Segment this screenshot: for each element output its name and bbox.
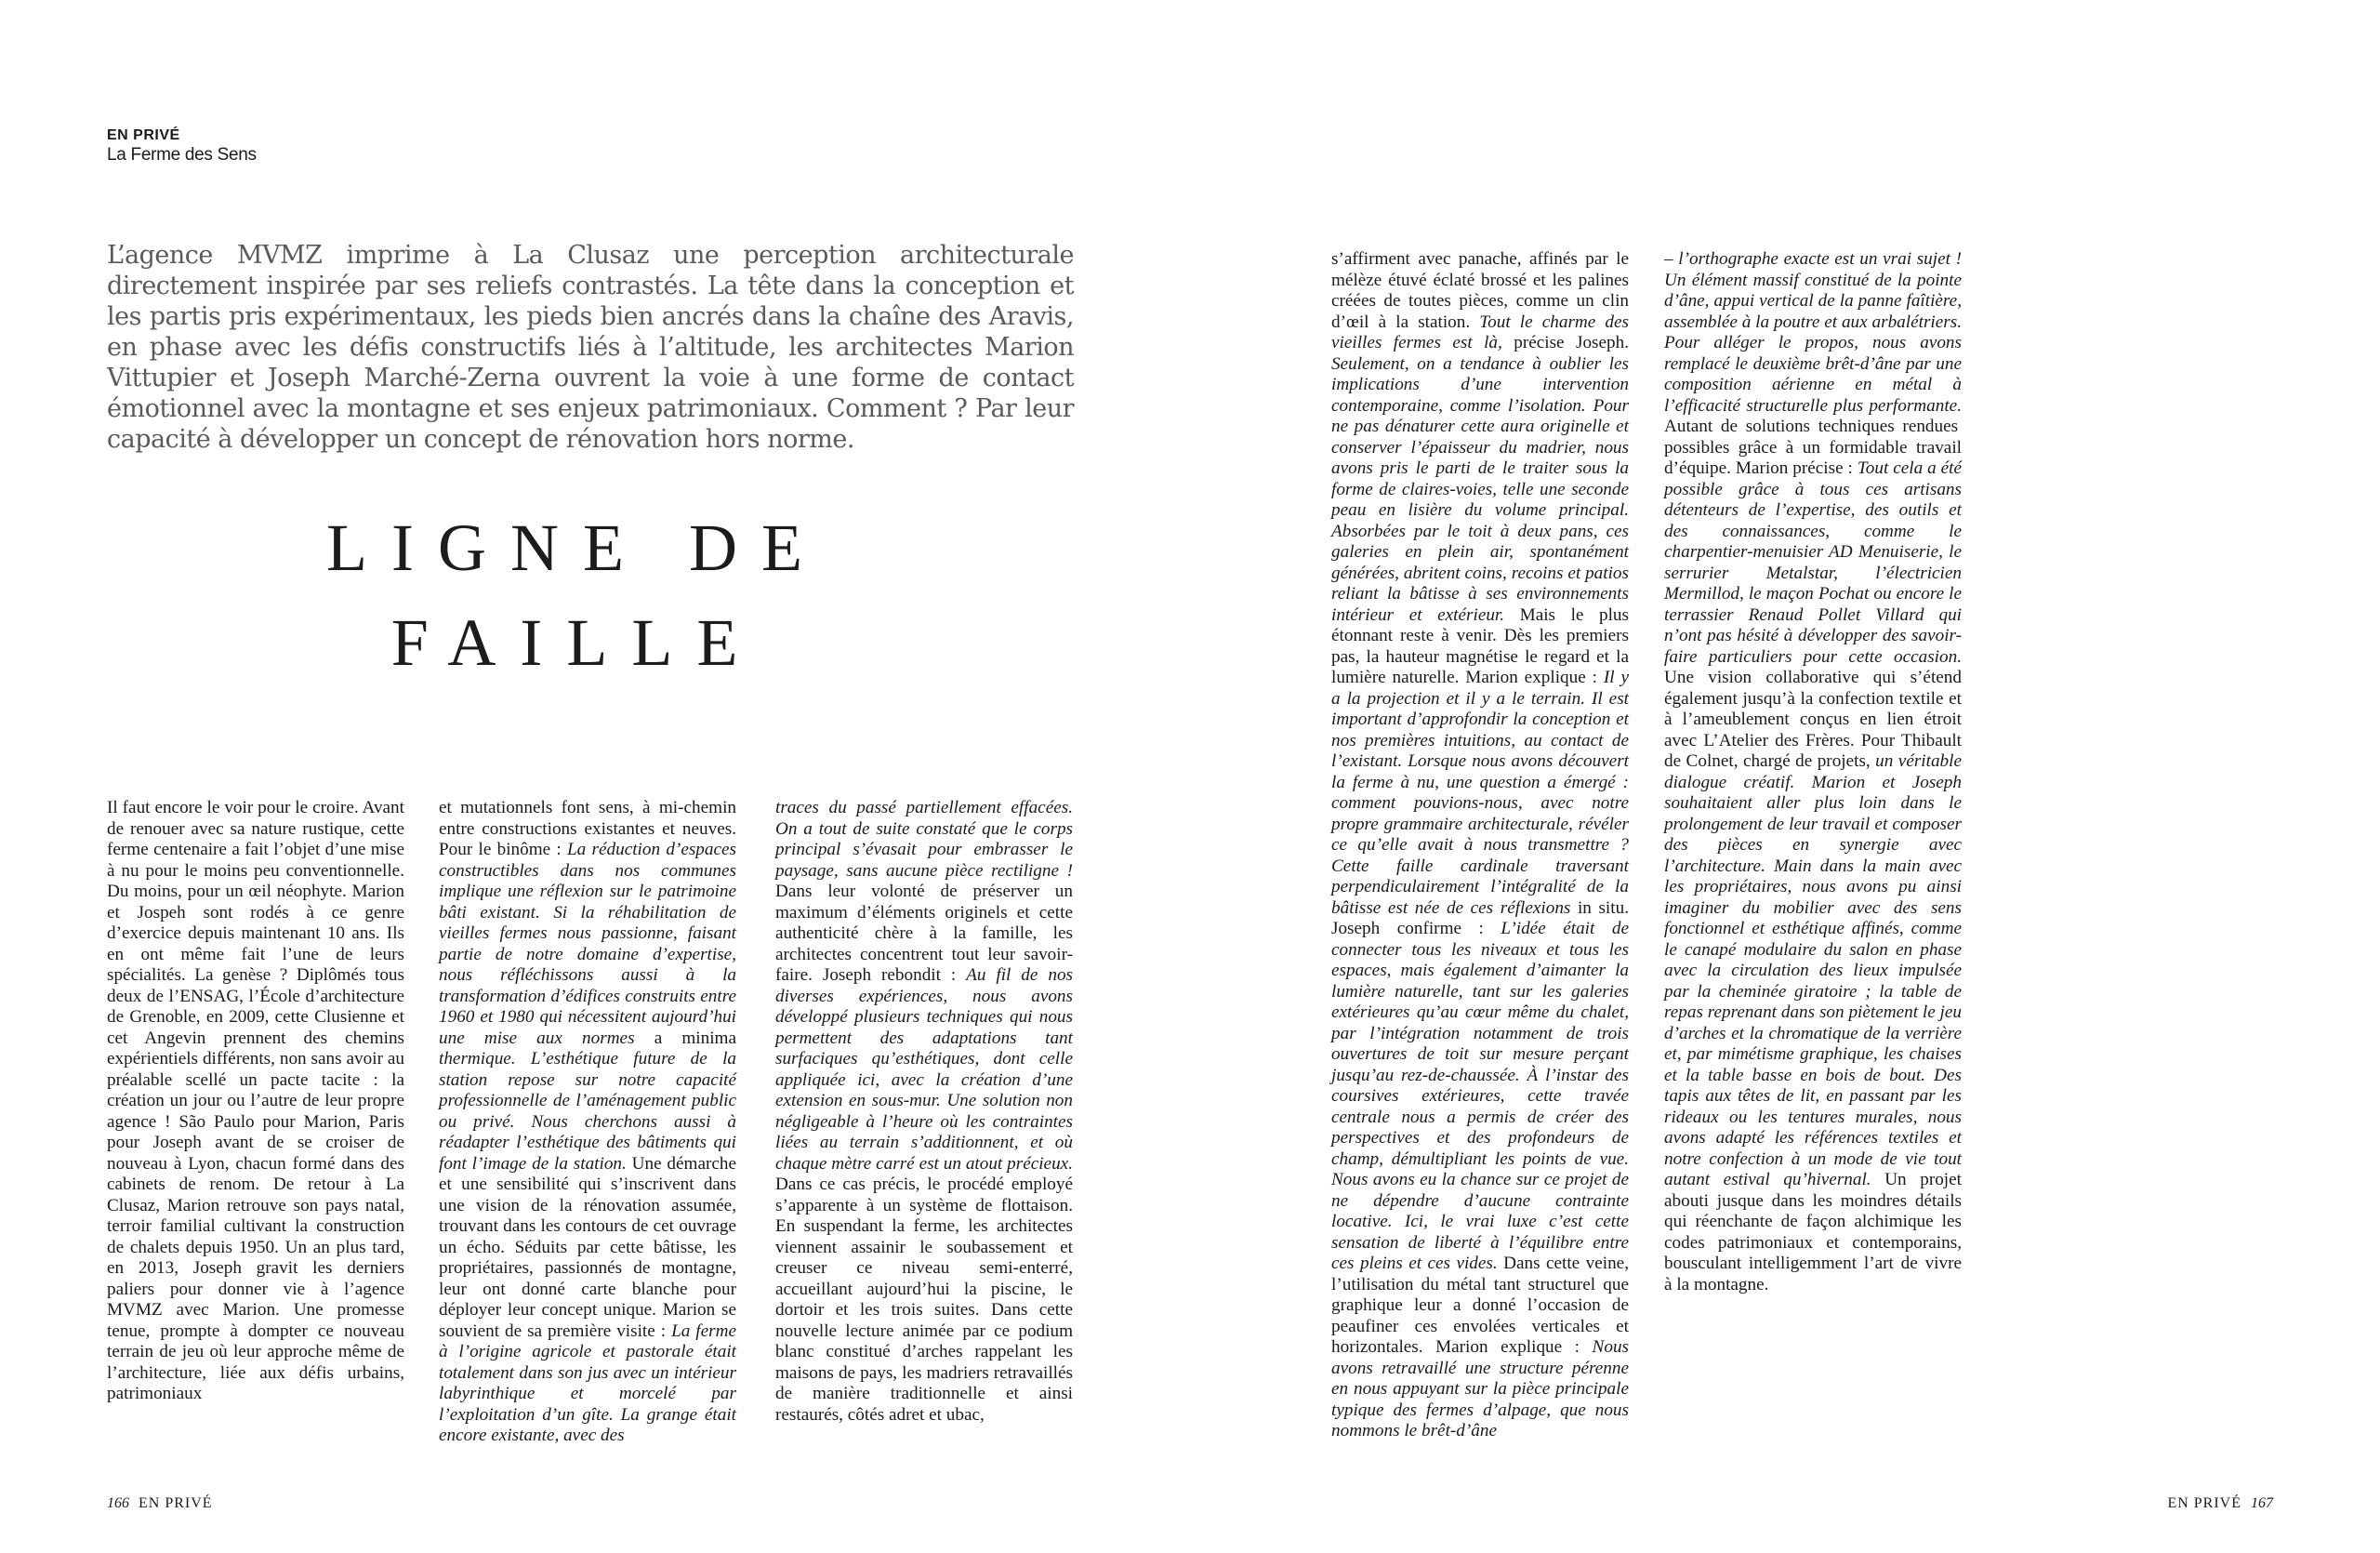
- italic-quote-run: Au fil de nos diverses expériences, nous avons développé plusieurs techniques qui nous permettent des adaptations tant surfaciques qu’esthétiques, dont celle appliquée ici, avec la création d’une extension en sous-mur. Une solution non négligeable à l’heure où les contraintes liées au terrain s’additionnent, et où chaque mètre carré est un atout précieux.: [775, 965, 1074, 1174]
- lead-paragraph: L’agence MVMZ imprime à La Clusaz une perception architecturale directement inspirée par ses reliefs contrastés. La tête dans la conception et les partis pris expérimentaux, les pieds bien ancrés dans la chaîne des Aravis, en phase avec les défis constructifs liés à l’altitude, les architectes Marion Vittupier et Joseph Marché-Zerna ouvrent la voie à une forme de contact émotionnel avec la montagne et ses enjeux patrimoniaux. Comment ? Par leur capacité à développer un concept de rénovation hors norme.: [107, 241, 1074, 454]
- italic-quote-run: – l’orthographe exacte est un vrai sujet ! Un élément massif constitué de la pointe d’âne, appui vertical de la panne faîtière, assemblée à la poutre et aux arbalétriers. Pour alléger le propos, nous avons remplacé le deuxième brêt-d’âne par une composition aérienne en métal à l’efficacité structurelle plus performante.: [1664, 249, 1962, 416]
- body-column-4: [1331, 249, 1629, 1442]
- text-run: Une vision collaborative qui s’étend également jusqu’à la confection textile et à l’ameublement conçus en lien étroit avec L’Atelier des Frères. Pour Thibault de Colnet, chargé de projets,: [1664, 668, 1962, 771]
- folio-label-left: EN PRIVÉ: [139, 1495, 213, 1511]
- text-run: in situ. Joseph confirme :: [1331, 897, 1629, 938]
- text-run: Dans ce cas précis, le procédé employé s’apparente à un système de flottaison. En suspendant la ferme, les architectes viennent assainir le soubassement et creuser ce niveau semi-enterré, accueillant aujourd’hui la piscine, le dortoir et les trois suites. Dans cette nouvelle lecture animée par ce podium blanc constitué d’arches rappelant les maisons de pays, les madriers retravaillés de manière traditionnelle et ainsi restaurés, côtés adret et ubac,: [775, 1175, 1073, 1425]
- italic-quote-run: Tout cela a été possible grâce à tous ces artisans détenteurs de l’expertise, des outils et des connaissances, comme le charpentier-menuisier AD Menuiserie, le serrurier Metalstar, l’électricien Mermillod, le maçon Pochat ou encore le terrassier Renaud Pollet Villard qui n’ont pas hésité à développer des savoir-faire particuliers pour cette occasion.: [1664, 458, 1963, 667]
- italic-quote-run: Tout le charme des vieilles fermes est là,: [1331, 312, 1629, 352]
- text-run: précise Joseph.: [1501, 333, 1629, 352]
- text-run: Mais le plus étonnant reste à venir. Dès les premiers pas, la hauteur magnétise le regard et la lumière naturelle. Marion explique :: [1331, 604, 1629, 687]
- text-run: et mutationnels font sens, à mi-chemin entre constructions existantes et neuves. Pour le binôme :: [439, 798, 736, 859]
- italic-quote-run: La ferme à l’origine agricole et pastorale était totalement dans son jus avec un intérieur labyrinthique et morcelé par l’exploitation d’un gîte. La grange était encore existante, avec des: [439, 1321, 736, 1445]
- italic-quote-run: La réduction d’espaces constructibles dans nos communes implique une réflexion sur le patrimoine bâti existant. Si la réhabilitation de vieilles fermes nous passionne, faisant partie de notre domaine d’expertise, nous réfléchissons aussi à la transformation d’édifices construits entre 1960 et 1980 qui nécessitent aujourd’hui une mise aux normes: [439, 840, 736, 1048]
- text-run: Une démarche et une sensibilité qui s’inscrivent dans une vision de la rénovation assumée, trouvant dans les contours de cet ouvrage un écho. Séduits par cette bâtisse, les propriétaires, passionnés de montagne, leur ont donné carte blanche pour déployer leur concept unique. Marion se souvient de sa première visite :: [439, 1153, 736, 1341]
- body-column-2: [439, 798, 736, 1447]
- text-run: Il faut encore le voir pour le croire. Avant de renouer avec sa nature rustique, cette ferme centenaire a fait l’objet d’une mise à nu pour le moins peu conventionnelle. Du moins, pour un œil néophyte. Marion et Jospeh sont rodés à ce genre d’exercice depuis maintenant 10 ans. Ils en ont même fait l’une de leurs spécialités. La genèse ? Diplômés tous deux de l’ENSAG, l’École d’architecture de Grenoble, en 2009, cette Clusienne et cet Angevin prennent des chemins expérientiels différents, non sans avoir au préalable scellé un pacte tacite : la création un jour ou l’autre de leur propre agence ! São Paulo pour Marion, Paris pour Joseph avant de se croiser de nouveau à Lyon, chacun formé dans des cabinets de renom. De retour à La Clusaz, Marion retrouve son pays natal, terroir familial cultivant la construction de chalets depuis 1950. Un an plus tard, en 2013, Joseph gravit les derniers paliers pour donner vie à l’agence MVMZ avec Marion. Une promesse tenue, prompte à dompter ce nouveau terrain de jeu où leur approche même de l’architecture, liée aux défis urbains, patrimoniaux: [107, 798, 404, 1403]
- section-kicker: EN PRIVÉ: [107, 127, 180, 143]
- text-run: Autant de solutions techniques rendues possibles grâce à un formidable travail d’équipe. Marion précise :: [1664, 417, 1962, 478]
- italic-quote-run: un véritable dialogue créatif. Marion et Joseph souhaitaient aller plus loin dans le prolongement de leur travail et composer des pièces en synergie avec l’architecture. Main dans la main avec les propriétaires, nous avons pu ainsi imaginer du mobilier avec des sens fonctionnel et esthétique affinés, comme le canapé modulaire du salon en phase avec la circulation des lieux impulsée par la cheminée giratoire ; la table de repas reprenant dans son piètement le jeu d’arches et la chromatique de la verrière et, par mimétisme graphique, les chaises et la table basse en bois de bout. Des tapis aux têtes de lit, en passant par les rideaux ou les tentures murales, nous avons adapté les références textiles et notre confection à un mode de vie tout autant estival qu’hivernal.: [1664, 751, 1962, 1189]
- italic-quote-run: L’idée était de connecter tous les niveaux et tous les espaces, mais également d’aimanter la lumière naturelle, tant sur les galeries extérieures qu’au cœur même du chalet, par l’intégration notamment de trois ouvertures de toit sur mesure perçant jusqu’au rez-de-chaussée. À l’instar des coursives extérieures, cette travée centrale nous a permis de créer des perspectives et des profondeurs de champ, démultipliant les points de vue. Nous avons eu la chance sur ce projet de ne dépendre d’aucune contrainte locative. Ici, le vrai luxe c’est cette sensation de liberté à l’équilibre entre ces pleins et ces vides.: [1331, 919, 1629, 1273]
- section-subtitle: La Ferme des Sens: [107, 145, 257, 165]
- italic-quote-run: thermique. L’esthétique future de la station repose sur notre capacité professionnelle de l’aménagement public ou privé. Nous cherchons aussi à réadapter l’esthétique des bâtiments qui font l’image de la station.: [439, 1049, 736, 1174]
- article-title-line-1: LIGNE DE: [326, 511, 826, 585]
- text-run: Dans leur volonté de préserver un maximum d’éléments originels et cette authenticité chère à la famille, les architectes concentrent tout leur savoir-faire. Joseph rebondit :: [775, 882, 1073, 985]
- text-run: Dans cette veine, l’utilisation du métal tant structurel que graphique leur a donné l’occasion de peaufiner ces envolées verticales et horizontales. Marion explique :: [1331, 1254, 1629, 1357]
- body-column-5: [1664, 249, 1962, 1295]
- italic-quote-run: Nous avons retravaillé une structure pérenne en nous appuyant sur la pièce principale typique des fermes d’alpage, que nous nommons le brêt-d’âne: [1331, 1337, 1629, 1440]
- text-run: a minima: [654, 1028, 736, 1048]
- italic-quote-run: traces du passé partiellement effacées. On a tout de suite constaté que le corps principal s’évasait pour embrasser le paysage, sans aucune pièce rectiligne !: [775, 798, 1073, 881]
- folio-left: [107, 1495, 213, 1512]
- body-column-3: [775, 798, 1073, 1426]
- article-title-line-2: FAILLE: [390, 605, 762, 680]
- folio-label-right: EN PRIVÉ: [2167, 1495, 2241, 1511]
- italic-quote-run: Il y a la projection et il y a le terrain. Il est important d’approfondir la conception et nos premières intuitions, au contact de l’existant. Lorsque nous avons découvert la ferme à nu, une question a émergé : comment pouvions-nous, avec notre propre grammaire architecturale, révéler ce qu’elle avait à nous transmettre ? Cette faille cardinale traversant perpendiculairement l’intégralité de la bâtisse est née de ces réflexions: [1331, 668, 1629, 918]
- folio-right: [2167, 1495, 2273, 1512]
- page-number-left: 166: [107, 1495, 129, 1511]
- text-run: Un projet abouti jusque dans les moindres détails qui réenchante de façon alchimique les codes patrimoniaux et contemporains, bousculant intelligemment l’art de vivre à la montagne.: [1664, 1170, 1962, 1294]
- italic-quote-run: Seulement, on a tendance à oublier les implications d’une intervention contemporaine, comme l’isolation. Pour ne pas dénaturer cette aura originelle et conserver l’épaisseur du madrier, nous avons pris le parti de le traiter sous la forme de claires-voies, telle une seconde peau en lisière du volume principal. Absorbées par le toit à deux pans, ces galeries en plein air, spontanément générées, abritent coins, recoins et patios reliant la bâtisse à ses environnements intérieur et extérieur.: [1331, 353, 1629, 625]
- text-run: s’affirment avec panache, affinés par le mélèze étuvé éclaté brossé et les palines créées de toutes pièces, comme un clin d’œil à la station.: [1331, 249, 1629, 332]
- body-column-1: [107, 798, 404, 1405]
- page-number-right: 167: [2251, 1495, 2273, 1511]
